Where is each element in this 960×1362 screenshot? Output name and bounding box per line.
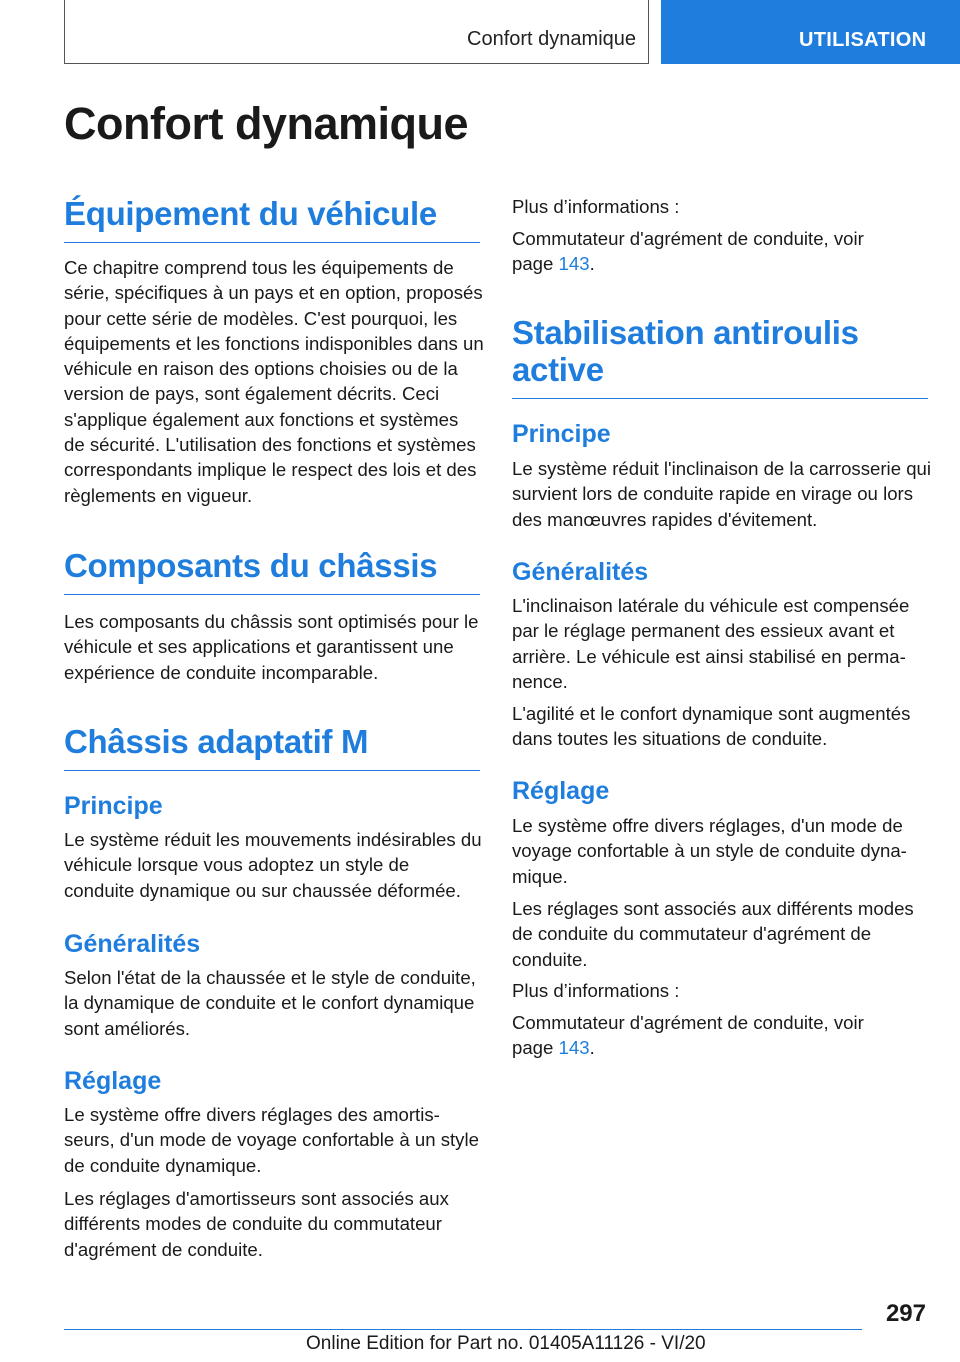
paragraph-reglage-right-1: Le système offre divers réglages, d'un mode de voyage confortable à un style de conduite dynamique.	[512, 815, 907, 887]
info-label-2: Plus d’informations :	[512, 980, 680, 1001]
page-link-143-b[interactable]: 143	[558, 1037, 590, 1059]
header-section-title: Confort dynamique	[467, 28, 636, 50]
cross-reference-text-1: Commutateur d'agrément de conduite, voir page	[512, 228, 864, 275]
cross-reference-2: Commutateur d'agrément de conduite, voir page 143.	[512, 1012, 864, 1059]
info-label-1: Plus d’informations :	[512, 196, 680, 217]
header-chapter-title: UTILISATION	[799, 29, 927, 51]
paragraph-composants-chassis: Les composants du châssis sont optimisés pour le véhicule et ses applications et garantissent une expérience de conduite incomparable.	[64, 611, 479, 683]
paragraph-reglage-left-1: Le système offre divers réglages des amortisseurs, d'un mode de voyage confortable à un style de conduite dynamique.	[64, 1104, 479, 1176]
paragraph-equipement: Ce chapitre comprend tous les équipements de série, spécifiques à un pays et en option, proposés pour cette série de modèles. C'est pourquoi, les équipements et les fonctions indisponibles dans un véhicule en raison des options choisies ou de la version de pays, sont également décrits. Ceci s'applique également aux fonctions et systèmes de sécurité. L'utilisation des fonctions et systèmes correspondants implique le respect des lois et des règlements en vigueur.	[64, 257, 484, 506]
paragraph-generalites-left: Selon l'état de la chaussée et le style de conduite, la dynamique de conduite et le confort dynamique sont améliorés.	[64, 967, 476, 1039]
page-link-143-a[interactable]: 143	[558, 253, 590, 275]
heading-chassis-adaptatif: Châssis adaptatif M	[64, 723, 480, 771]
footer-edition-text: Online Edition for Part no. 01405A11126 - VI/20	[306, 1333, 706, 1354]
subheading-reglage-left: Réglage	[64, 1067, 162, 1095]
subheading-generalites-right: Généralités	[512, 558, 649, 586]
cross-reference-text-2: Commutateur d'agrément de conduite, voir page	[512, 1012, 864, 1059]
page-number: 297	[885, 1300, 926, 1327]
subheading-principe-right: Principe	[512, 420, 611, 448]
paragraph-reglage-right-2: Les réglages sont associés aux différents modes de conduite du commutateur d'agrément de conduite.	[512, 898, 914, 970]
subheading-generalites-left: Généralités	[64, 930, 201, 958]
paragraph-reglage-left-2: Les réglages d'amortisseurs sont associés aux différents modes de conduite du commutateur d'agrément de conduite.	[64, 1188, 449, 1260]
paragraph-generalites-right-2: L'agilité et le confort dynamique sont augmentés dans toutes les situations de conduite.	[512, 703, 911, 750]
subheading-principe-left: Principe	[64, 792, 163, 820]
heading-stabilisation-antiroulis: Stabilisation antiroulis active	[512, 314, 928, 399]
heading-equipement: Équipement du véhicule	[64, 195, 480, 243]
header-section-box	[64, 0, 649, 64]
header-chapter-tab	[661, 0, 960, 64]
cross-reference-1: Commutateur d'agrément de conduite, voir page 143.	[512, 228, 864, 275]
paragraph-principe-left: Le système réduit les mouvements indésirables du véhicule lorsque vous adoptez un style de conduite dynamique ou sur chaussée déformée.	[64, 829, 482, 901]
heading-composants-chassis: Composants du châssis	[64, 547, 480, 595]
page-title: Confort dynamique	[64, 98, 468, 149]
paragraph-principe-right: Le système réduit l'inclinaison de la carrosserie qui survient lors de conduite rapide en virage ou lors des manœuvres rapides d'évitement.	[512, 458, 932, 530]
paragraph-generalites-right-1: L'inclinaison latérale du véhicule est compensée par le réglage permanent des essieux avant et arrière. Le véhicule est ainsi stabilisé en permanence.	[512, 595, 910, 692]
subheading-reglage-right: Réglage	[512, 777, 610, 805]
footer-divider	[64, 1329, 862, 1330]
